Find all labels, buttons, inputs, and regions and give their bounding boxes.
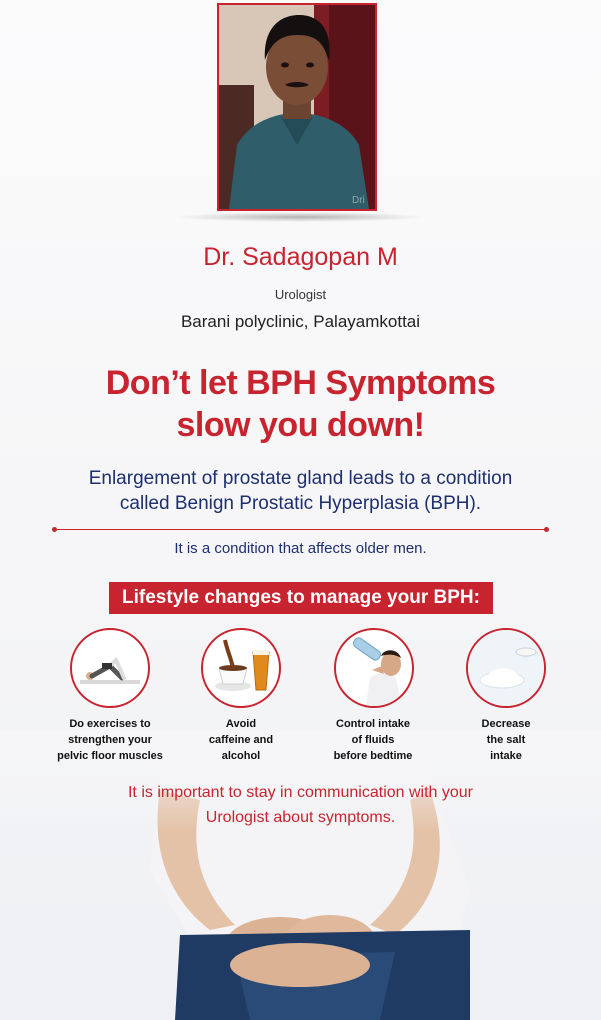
divider-line (54, 529, 546, 530)
tip-caption-fluids (318, 716, 428, 764)
caption-line: Decrease (481, 718, 531, 730)
closing-message (0, 780, 601, 830)
clinic-name: Barani polyclinic, Palayamkottai (180, 312, 421, 331)
exercise-icon (70, 628, 150, 708)
caption-line: of fluids (351, 734, 395, 746)
tip-caption-caffeine (186, 716, 296, 764)
coffee-alcohol-icon (201, 628, 281, 708)
man-holding-groin-image (0, 730, 601, 1020)
tip-caption-exercise (50, 716, 170, 764)
headline (0, 362, 601, 446)
doctor-photo (217, 3, 377, 211)
salt-icon (466, 628, 546, 708)
caption-line: Avoid (225, 718, 257, 730)
subheading (0, 466, 601, 516)
caption-line: the salt (486, 734, 526, 746)
caption-line: alcohol (221, 750, 261, 762)
subheading-line-1: Enlargement of prostate gland leads to a condition (88, 468, 513, 489)
doctor-name: Dr. Sadagopan M (203, 243, 398, 271)
caption-line: pelvic floor muscles (57, 750, 163, 762)
closing-line-1: It is important to stay in communication with your (127, 784, 474, 801)
closing-line-2: Urologist about symptoms. (205, 809, 396, 826)
doctor-role: Urologist (274, 287, 327, 302)
drinking-water-icon (334, 628, 414, 708)
subheading-line-2: called Benign Prostatic Hyperplasia (BPH). (119, 493, 482, 514)
caption-line: caffeine and (208, 734, 274, 746)
photo-shadow (175, 212, 425, 222)
tip-caption-salt (456, 716, 556, 764)
divider-dot-right (544, 527, 549, 532)
caption-line: Control intake (336, 718, 410, 730)
caption-line: intake (490, 750, 522, 762)
headline-line-1: Don’t let BPH Symptoms (105, 364, 496, 402)
caption-line: strengthen your (68, 734, 152, 746)
headline-line-2: slow you down! (176, 406, 425, 444)
caption-line: Do exercises to (69, 718, 151, 730)
photo-watermark: Dri (352, 195, 365, 206)
condition-note: It is a condition that affects older men. (174, 540, 427, 557)
caption-line: before bedtime (333, 750, 413, 762)
lifestyle-banner: Lifestyle changes to manage your BPH: (109, 582, 493, 614)
